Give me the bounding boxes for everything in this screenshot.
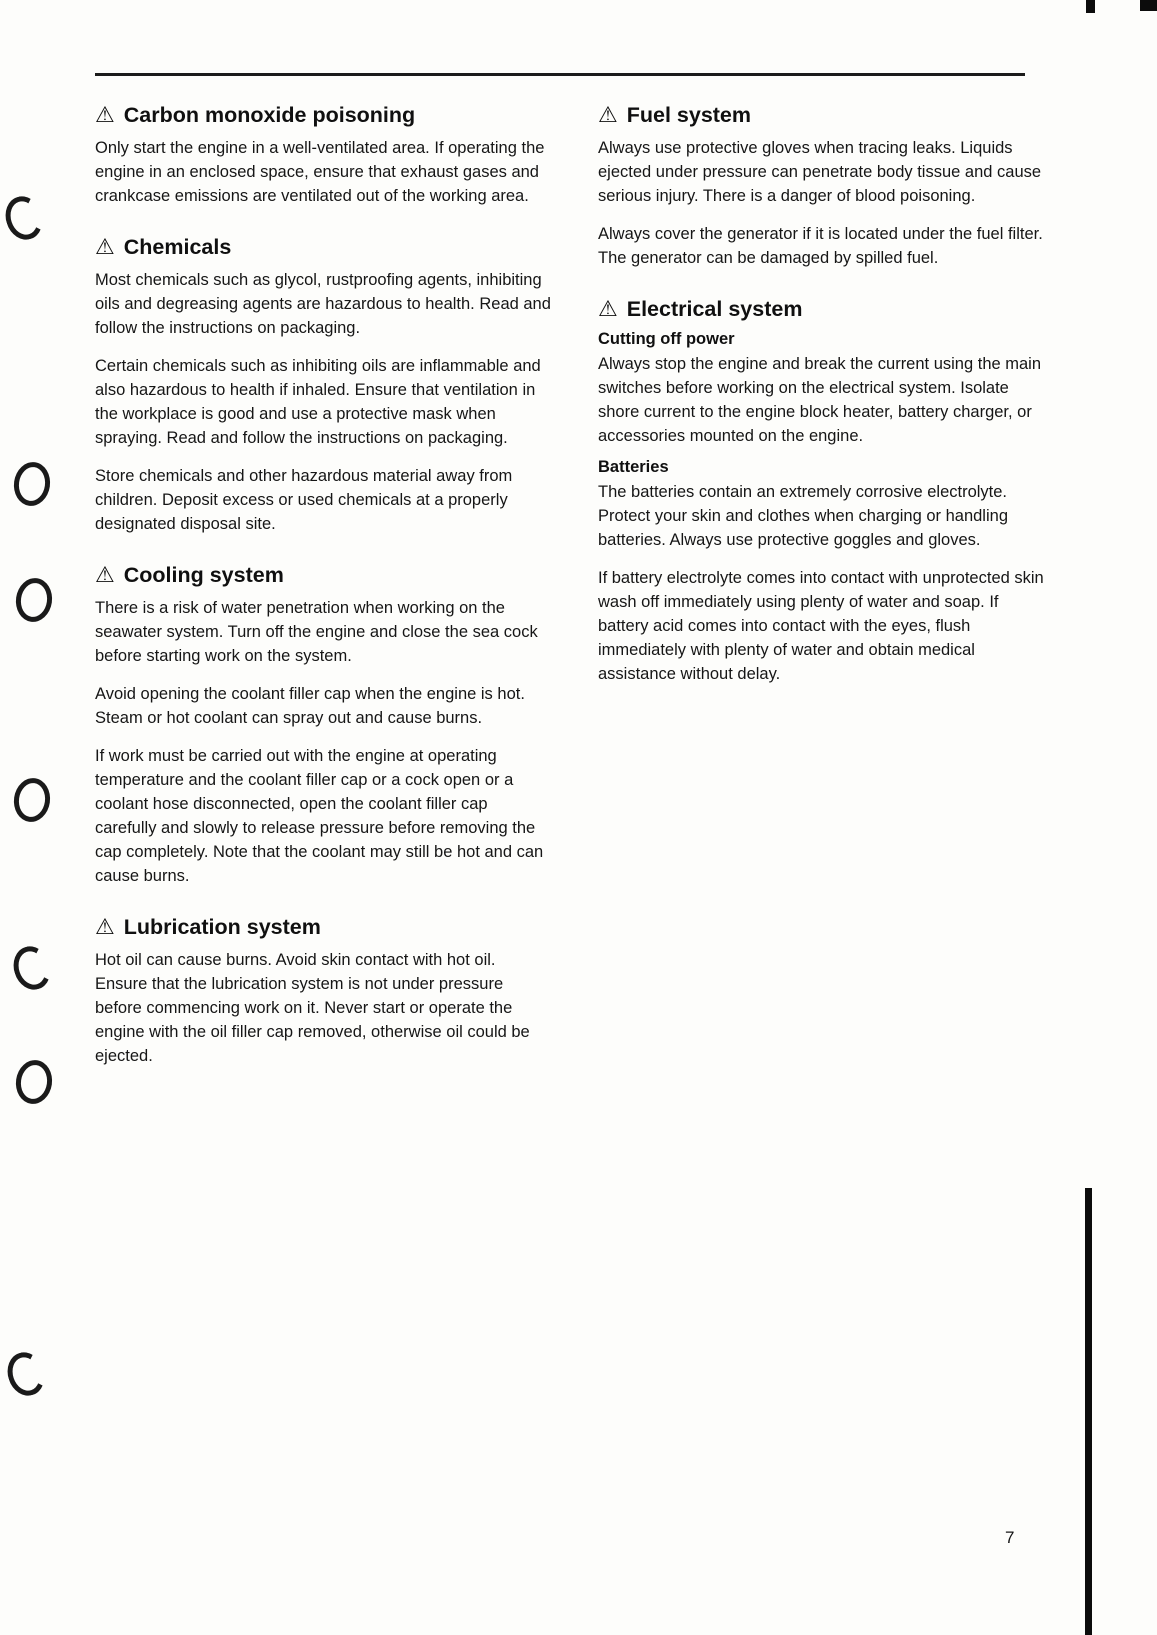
paragraph: Avoid opening the coolant filler cap when the engine is hot. Steam or hot coolant can spray out and cause burns.	[95, 685, 525, 727]
paragraph: If work must be carried out with the engine at operating temperature and the coolant filler cap or a cock open or a coolant hose disconnected, open the coolant filler cap carefully and slowly to release pressure before removing the cap completely. Note that the coolant may still be hot and can cause burns.	[95, 747, 544, 885]
section-heading	[598, 297, 1050, 322]
binding-mark	[13, 576, 55, 625]
paragraph: The batteries contain an extremely corrosive electrolyte. Protect your skin and clothes when charging or handling batteries. Always use protective goggles and gloves.	[598, 483, 1008, 549]
section-cooling-system	[95, 563, 552, 888]
warning-icon: ⚠	[95, 101, 115, 127]
section-title: Electrical system	[626, 297, 803, 321]
section-fuel-system	[598, 103, 1050, 270]
section-title: Fuel system	[626, 103, 752, 127]
warning-icon: ⚠	[95, 233, 115, 259]
paragraph: Hot oil can cause burns. Avoid skin contact with hot oil. Ensure that the lubrication system is not under pressure before commencing work on it. Never start or operate the engine with the oil filler cap removed, otherwise oil could be ejected.	[95, 951, 530, 1065]
section-heading	[598, 103, 1050, 128]
binding-mark	[2, 1348, 50, 1401]
section-heading	[95, 915, 552, 940]
section-chemicals	[95, 235, 552, 536]
binding-mark	[0, 192, 48, 245]
subsection-heading: Cutting off power	[598, 330, 735, 348]
left-column	[95, 103, 552, 1095]
paragraph: Certain chemicals such as inhibiting oils are inflammable and also hazardous to health if inhaled. Ensure that ventilation in the workplace is good and use a protective mask when spraying. Read and follow the instructions on packaging.	[95, 357, 541, 447]
section-heading	[95, 235, 552, 260]
paragraph: Always cover the generator if it is located under the fuel filter. The generator can be damaged by spilled fuel.	[598, 225, 1043, 267]
paragraph: Most chemicals such as glycol, rustproofing agents, inhibiting oils and degreasing agents are hazardous to health. Read and follow the instructions on packaging.	[95, 271, 551, 337]
binding-mark	[11, 460, 53, 509]
paragraph: Always use protective gloves when tracing leaks. Liquids ejected under pressure can penetrate body tissue and cause serious injury. There is a danger of blood poisoning.	[598, 139, 1042, 205]
section-electrical-system	[598, 297, 1050, 686]
warning-icon: ⚠	[598, 295, 618, 321]
paragraph: Store chemicals and other hazardous material away from children. Deposit excess or used chemicals at a properly designated disposal site.	[95, 467, 513, 533]
right-column	[598, 103, 1050, 713]
warning-icon: ⚠	[598, 101, 618, 127]
subsection-heading: Batteries	[598, 458, 669, 476]
horizontal-rule	[95, 73, 1025, 76]
paragraph: There is a risk of water penetration when working on the seawater system. Turn off the engine and close the sea cock before starting work on the system.	[95, 599, 538, 665]
section-title: Carbon monoxide poisoning	[123, 103, 416, 127]
scan-corner-mark	[1140, 0, 1157, 11]
section-heading	[95, 103, 552, 128]
paragraph: Always stop the engine and break the current using the main switches before working on the electrical system. Isolate shore current to the engine block heater, battery charger, or accessories mounted on the engine.	[598, 355, 1042, 445]
page-number: 7	[1005, 1528, 1015, 1547]
section-lubrication-system	[95, 915, 552, 1068]
paragraph: Only start the engine in a well-ventilated area. If operating the engine in an enclosed space, ensure that exhaust gases and crankcase emissions are ventilated out of the working area.	[95, 139, 545, 205]
section-title: Lubrication system	[123, 915, 321, 939]
scan-edge-strip	[1085, 1188, 1092, 1635]
paragraph: If battery electrolyte comes into contact with unprotected skin wash off immediately using plenty of water and soap. If battery acid comes into contact with the eyes, flush immediately with plenty of water and obtain medical assistance without delay.	[598, 569, 1044, 683]
section-carbon-monoxide-poisoning	[95, 103, 552, 208]
binding-mark	[13, 1058, 55, 1107]
section-title: Chemicals	[123, 235, 232, 259]
subsection-batteries	[598, 458, 1050, 686]
binding-mark	[8, 942, 56, 995]
warning-icon: ⚠	[95, 913, 115, 939]
warning-icon: ⚠	[95, 561, 115, 587]
subsection-cutting-off-power	[598, 330, 1050, 448]
scan-edge-mark	[1086, 0, 1095, 13]
section-heading	[95, 563, 552, 588]
binding-mark	[11, 776, 53, 825]
section-title: Cooling system	[123, 563, 284, 587]
